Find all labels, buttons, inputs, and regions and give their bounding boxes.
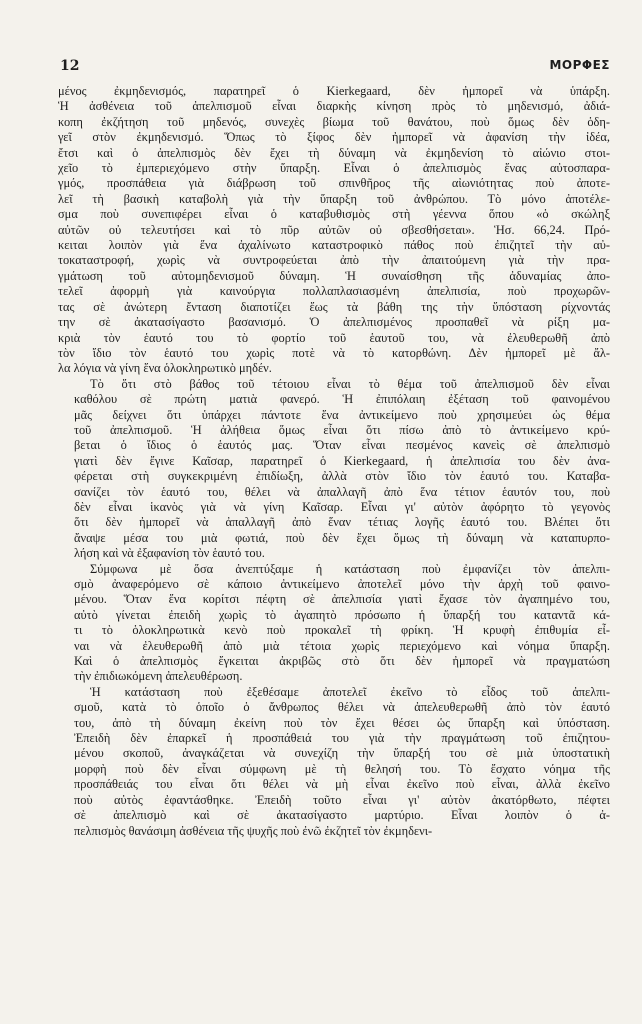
text-line: Καὶ ὁ ἀπελπισμὸς ἔγκειται ἀκριβῶς στὸ ὅτι δὲν ἠμπορεῖ νὰ πραγματώση: [74, 654, 610, 669]
text-line: του, ἀπὸ τὴ δύναμη ἐκείνη ποὺ τὸν ἔχει θέσει ὡς ὕπαρξη καὶ ὑπόσταση.: [74, 715, 610, 730]
text-line: λεῖ τὴ βασικὴ καταβολὴ γιὰ τὴν ὕπαρξη τοῦ ἀνθρώπου. Τὸ μόνο ἀποτέλε-: [58, 191, 610, 206]
paragraph: [58, 377, 610, 562]
text-line: ὅτι δὲν ἠμπορεῖ νὰ ἀπαλλαγῆ ἀπὸ ἕναν τέτιας λογῆς ἑαυτό του. Βλέπει ὅτι: [74, 515, 610, 530]
text-line: κοπη ἐκζήτηση τοῦ μηδενός, συνεχὲς βίωμα τοῦ θανάτου, ποὺ ὅμως δὲν ὁδη-: [58, 114, 610, 129]
page-header: [58, 58, 610, 80]
text-line: τοκαταστροφή, χωρὶς νὰ συντροφεύεται ἀπὸ τὴν ἀπαιτούμενη γιὰ τὴν πρα-: [58, 253, 610, 268]
text-line: κριὰ τὸν ἑαυτό του τὸ φορτίο τοῦ ἑαυτοῦ του, νὰ ἐλευθερωθῆ ἀπὸ: [58, 330, 610, 345]
text-line: σὲ ἀπελπισμὸ καὶ σὲ ἀκατασίγαστο μαρτύριο. Εἶναι λοιπὸν ὁ ἀ-: [74, 808, 610, 823]
text-line: σανίζει τὸν ἑαυτό του, θέλει νὰ ἀπαλλαγῆ ἀπὸ ἕνα τέτιον ἑαυτόν του, ποὺ: [74, 484, 610, 499]
text-line: την σὲ ἀκατασίγαστο βασανισμό. Ὁ ἀπελπισμένος προσπαθεῖ νὰ ρίξη μα-: [58, 315, 610, 330]
text-line: ποὺ αὐτὸς ἐφαντάσθηκε. Ἐπειδὴ τοῦτο εἶναι γι' αὐτὸν ἀκατόρθωτο, πέφτει: [74, 792, 610, 807]
text-line: λα λόγια νὰ γίνη ἕνα ὁλοκληρωτικὸ μηδέν.: [58, 361, 272, 376]
text-line: γεῖ στὸν ἐκμηδενισμό. Ὅπως τὸ ξίφος δὲν ἠμπορεῖ νὰ ἀφανίση τὴν ἰδέα,: [58, 130, 610, 145]
text-line: καθόλου σὲ πρώτη ματιὰ φανερό. Ἡ ἐπιπόλαιη ἐξέταση τοῦ φαινομένου: [74, 392, 610, 407]
text-line: σμὸ ἀναφερόμενο σὲ κάποιο ἀντικείμενο ἀποτελεῖ μόνο τὴν ἀρχὴ τοῦ φαινο-: [74, 577, 610, 591]
text-line: Ἡ κατάσταση ποὺ ἐξεθέσαμε ἀποτελεῖ ἐκεῖνο τὸ εἶδος τοῦ ἀπελπι-: [90, 684, 610, 699]
paragraph: [58, 685, 610, 839]
text-line: γμός, προσπάθεια γιὰ διάβρωση τοῦ σπινθῆρος τῆς αἰωνιότητας ποὺ ἀποτε-: [58, 176, 610, 191]
text-line: πελπισμὸς θανάσιμη ἀσθένεια τῆς ψυχῆς ποὺ ἐνῶ ἐκζητεῖ τὸν ἐκμηδενι-: [74, 823, 433, 838]
text-line: αὐτῶν οὐ τελευτήσει καὶ τὸ πῦρ αὐτῶν οὐ σβεσθήσεται». Ἡσ. 66,24. Πρό-: [58, 222, 610, 237]
text-line: μένου σκοποῦ, ἀναγκάζεται νὰ συνεχίζη τὴν ὕπαρξή του σὲ μιὰ ὑποστατικὴ: [74, 746, 610, 761]
text-line: μένος ἐκμηδενισμός, παρατηρεῖ ὁ Kierkegaard, δὲν ἠμπορεῖ νὰ ὑπάρξη.: [58, 84, 610, 98]
text-line: ναι νὰ ἐλευθερωθῆ ἀπὸ μιὰ τέτοια χωρὶς περιεχόμενο καὶ νόημα ὕπαρξη.: [74, 638, 610, 653]
text-line: Ἡ ἀσθένεια τοῦ ἀπελπισμοῦ εἶναι διαρκὴς κίνηση πρὸς τὸ μηδενισμό, ἀδιά-: [58, 99, 610, 114]
text-line: μᾶς δείχνει ὅτι ὑπάρχει πάντοτε ἕνα ἀντικείμενο ποὺ χρησιμεύει ὡς θέμα: [74, 407, 610, 422]
text-line: Τὸ ὅτι στὸ βάθος τοῦ τέτοιου εἶναι τὸ θέμα τοῦ ἀπελπισμοῦ δὲν εἶναι: [90, 376, 610, 391]
text-line: δὲν εἶναι ἱκανὸς γιὰ νὰ γίνη Καῖσαρ. Εἶναι γι' αὐτὸν ἀφόρητο τὸ γεγονὸς: [74, 499, 610, 514]
text-line: σμοῦ, κατὰ τὸ ὁποῖο ὁ ἄνθρωπος θέλει νὰ ἀπελευθερωθῆ ἀπὸ τὸν ἑαυτό: [74, 700, 610, 715]
body-text: [58, 84, 610, 839]
text-line: γμάτωση τοῦ αὐτομηδενισμοῦ δύναμη. Ἡ συναίσθηση τῆς ἀδυναμίας ἀπο-: [58, 268, 610, 283]
text-line: Ἐπειδὴ δὲν ἐπαρκεῖ ἡ προσπάθειά του γιὰ τὴν πραγμάτωση τοῦ ἐπιζητου-: [74, 731, 610, 746]
text-line: τοῦ ἀπελπισμοῦ. Ἡ ἀλήθεια ὅμως εἶναι ὅτι πίσω ἀπὸ τὸ ἀντικείμενο κρύ-: [74, 422, 610, 437]
text-line: τελεῖ ἀφορμὴ γιὰ καινούργια πολλαπλασιασμένη ἀπελπισία, ποὺ προχωρῶν-: [58, 284, 610, 299]
paragraph: [58, 562, 610, 685]
text-line: χεῖο τὸ ἐμπεριεχόμενο στὴν ὕπαρξη. Εἶναι ὁ ἀπελπισμὸς ἕνας αὐτοσπαρα-: [58, 161, 610, 176]
text-line: τὴν ἐπιδιωκόμενη ἀπελευθέρωση.: [74, 669, 243, 684]
text-line: τι τὸ ὁλοκληρωτικὰ κενὸ ποὺ προκαλεῖ τὴ φρίκη. Ἡ κρυφὴ ἐπιθυμία εἶ-: [74, 623, 610, 638]
text-line: ἔτσι καὶ ὁ ἀπελπισμὸς δὲν ἔχει τὴ δύναμη νὰ ἐκμηδενίση τὸ αἰώνιο στοι-: [58, 145, 610, 160]
text-line: προσπάθειάς του εἶναι ὅτι θέλει νὰ μὴ εἶναι ἐκεῖνο ποὺ εἶναι, ἀλλὰ ἐκεῖνο: [74, 777, 610, 792]
text-line: φέρεται στὴ συγκεκριμένη ἐπιδίωξη, ἀλλὰ στὸν ἴδιο τὸν ἑαυτό του. Καταβα-: [74, 469, 610, 484]
text-line: τας σὲ ἀνώτερη ἔνταση διαποτίζει ἕως τὰ βάθη της τὴν ὕπόσταση ρίχνοντάς: [58, 299, 610, 314]
text-line: βεται ὁ ἴδιος ὁ ἑαυτός μας. Ὅταν εἶναι πεσμένος κανεὶς σὲ ἀπελπισμὸ: [74, 438, 610, 453]
text-line: τὸν ἴδιο τὸν ἑαυτό του χωρὶς ποτὲ νὰ τὸ κατορθώνη. Δὲν ἠμπορεῖ μὲ ἄλ-: [58, 345, 610, 360]
text-line: κειται λοιπὸν γιὰ ἕνα ἀχαλίνωτο καταστροφικὸ πάθος ποὺ ἐπιζητεῖ τὴν αὐ-: [58, 238, 610, 253]
text-line: μένου. Ὅταν ἕνα κορίτσι πέφτη σὲ ἀπελπισία γιατὶ ἔχασε τὸν ἀγαπημένο του,: [74, 592, 610, 607]
text-line: γιατὶ δὲν ἔγινε Καῖσαρ, παρατηρεῖ ὁ Kierkegaard, ἡ ἀπελπισία του δὲν ἀνα-: [74, 453, 610, 468]
paragraph: [58, 84, 610, 377]
text-line: σμα ποὺ συνεπιφέρει εἶναι ὁ καταβυθισμὸς στὴ γέεννα ὅπου «ὁ σκώληξ: [58, 207, 610, 222]
text-line: μορφὴ ποὺ δὲν εἶναι σύμφωνη μὲ τὴ θελησή του. Τὸ ἔσχατο νόημα τῆς: [74, 761, 610, 776]
text-line: αὐτὸ γίνεται ἐπειδὴ χωρὶς τὸ ἀγαπητὸ πρόσωπο ἡ ὕπαρξή του καταντᾶ κά-: [74, 607, 610, 622]
text-line: ἄναψε μέσα του μιὰ φωτιά, ποὺ δὲν ἔχει ὅμως τὴ δύναμη νὰ καταπυρπο-: [74, 530, 610, 545]
text-line: λήση καὶ νὰ ἐξαφανίση τὸν ἑαυτό του.: [74, 546, 265, 561]
text-line: Σύμφωνα μὲ ὅσα ἀνεπτύξαμε ἡ κατάσταση ποὺ ἐμφανίζει τὸν ἀπελπι-: [90, 561, 610, 576]
running-title: ΜΟΡΦΕΣ: [549, 58, 610, 72]
page-number: 12: [60, 58, 80, 74]
